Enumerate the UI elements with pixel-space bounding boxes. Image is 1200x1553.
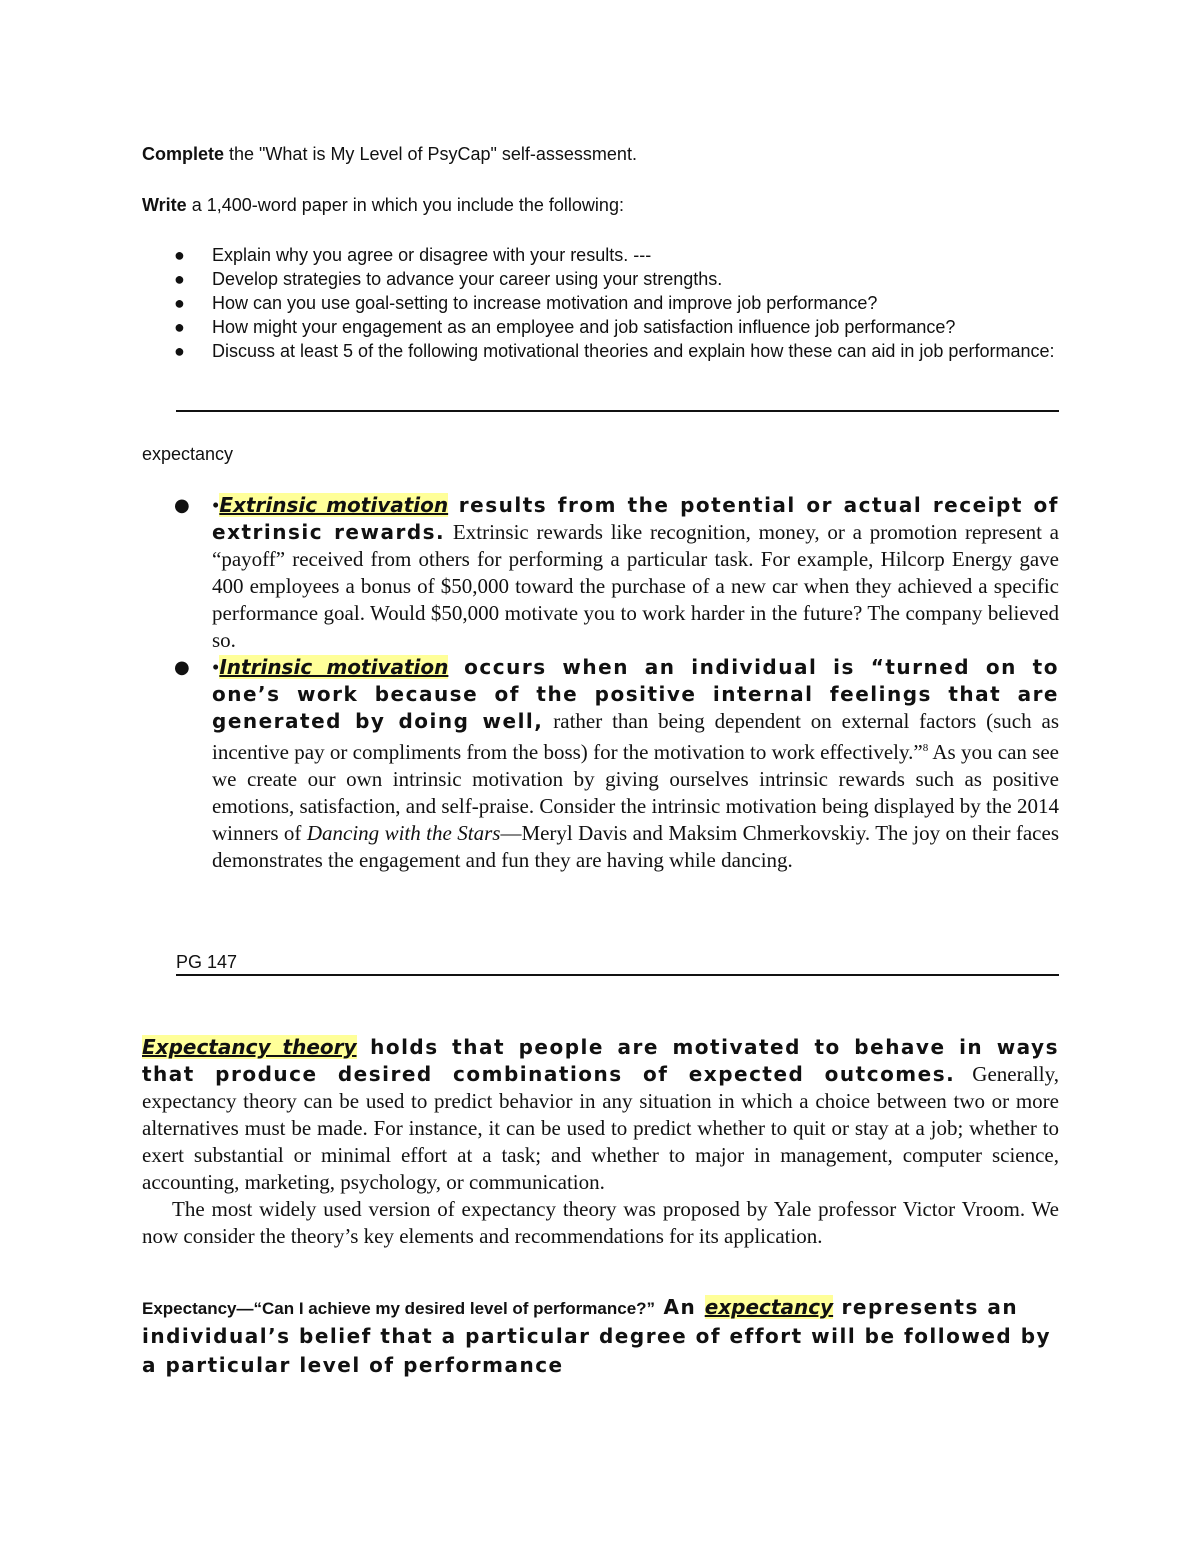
bullet-icon: ● — [174, 341, 185, 361]
bullet-icon: ● — [174, 317, 185, 337]
page-reference: PG 147 — [176, 952, 238, 972]
bullet-icon: ● — [174, 657, 190, 678]
intrinsic-item: ● •Intrinsic motivation occurs when an individual is “turned on to one’s work because of the positive internal feelings that are generated by doing well, rather than being dependent on external factors (such as incentive pay or compliments from the boss) for the motivation to work effectively.”$^8$ As you can see we create our own intrinsic motivation by giving ourselves intrinsic rewards such as positive emotions, satisfaction, and self-praise. Consider the intrinsic motivation being displayed by the 2014 winners of Dancing with the Stars—Meryl Davis and Maksim Chmerkovskiy. The joy on their faces demonstrates the engagement and fun they are having while dancing. — [174, 655, 1059, 872]
bullet-icon: ● — [174, 245, 185, 265]
divider — [176, 974, 1059, 976]
topic-label: expectancy — [142, 444, 234, 464]
intrinsic-term: Intrinsic motivation — [219, 655, 449, 679]
motivation-list — [142, 492, 1059, 874]
bullet-icon: ● — [174, 269, 185, 289]
task-list — [142, 243, 1062, 363]
expectancy-theory-paragraph: Expectancy theory holds that people are motivated to behave in ways that produce desired combinations of expected outcomes. Generally, expectancy theory can be used to predict behavior in any situation in which a choice between two or more alternatives must be made. For instance, it can be used to predict whether to quit or stay at a job; whether to exert substantial or minimal effort at a task; and whether to major in management, computer science, accounting, marketing, psychology, or communication. — [142, 1035, 1060, 1194]
extrinsic-term: Extrinsic motivation — [219, 493, 449, 517]
divider — [176, 410, 1059, 412]
extrinsic-item: ● •Extrinsic motivation results from the potential or actual receipt of extrinsic rewards. Extrinsic rewards like recognition, money, or a promotion represent a “payoff” received from others for performing a particular task. For example, Hilcorp Energy gave 400 employees a bonus of $50,000 toward the purchase of a new car when they achieved a specific performance goal. Would $50,000 motivate you to work harder in the future? The company believed so. — [174, 493, 1059, 652]
task-item: ● How might your engagement as an employee and job satisfaction influence job performance? — [174, 317, 956, 337]
intro-line-2: Write a 1,400-word paper in which you include the following: — [142, 195, 624, 215]
bullet-icon: ● — [174, 293, 185, 313]
task-item: ● Explain why you agree or disagree with your results. --- — [174, 245, 652, 265]
task-item: ● How can you use goal-setting to increase motivation and improve job performance? — [174, 293, 878, 313]
expectancy-theory-paragraph-2: The most widely used version of expectancy theory was proposed by Yale professor Victor Vroom. We now consider the theory’s key elements and recommendations for its application. — [142, 1197, 1059, 1248]
bullet-icon: ● — [174, 495, 190, 516]
expectancy-theory-term: Expectancy theory — [142, 1035, 357, 1059]
footnote-marker: 8 — [922, 742, 929, 754]
show-title: Dancing with the Stars — [306, 821, 501, 845]
task-item: ● Develop strategies to advance your career using your strengths. — [174, 269, 723, 289]
expectancy-heading: Expectancy—“Can I achieve my desired level of performance?” — [142, 1299, 656, 1318]
write-label: Write — [142, 195, 187, 215]
intro-line-1: Complete the "What is My Level of PsyCap" self-assessment. — [142, 144, 637, 164]
expectancy-term: expectancy — [704, 1295, 834, 1319]
complete-label: Complete — [142, 144, 225, 164]
expectancy-definition: Expectancy—“Can I achieve my desired level of performance?” An expectancy represents an individual’s belief that a particular degree of effort will be followed by a particular level of performance — [142, 1295, 1052, 1377]
task-item: ● Discuss at least 5 of the following motivational theories and explain how these can aid in job performance: — [174, 341, 1055, 361]
